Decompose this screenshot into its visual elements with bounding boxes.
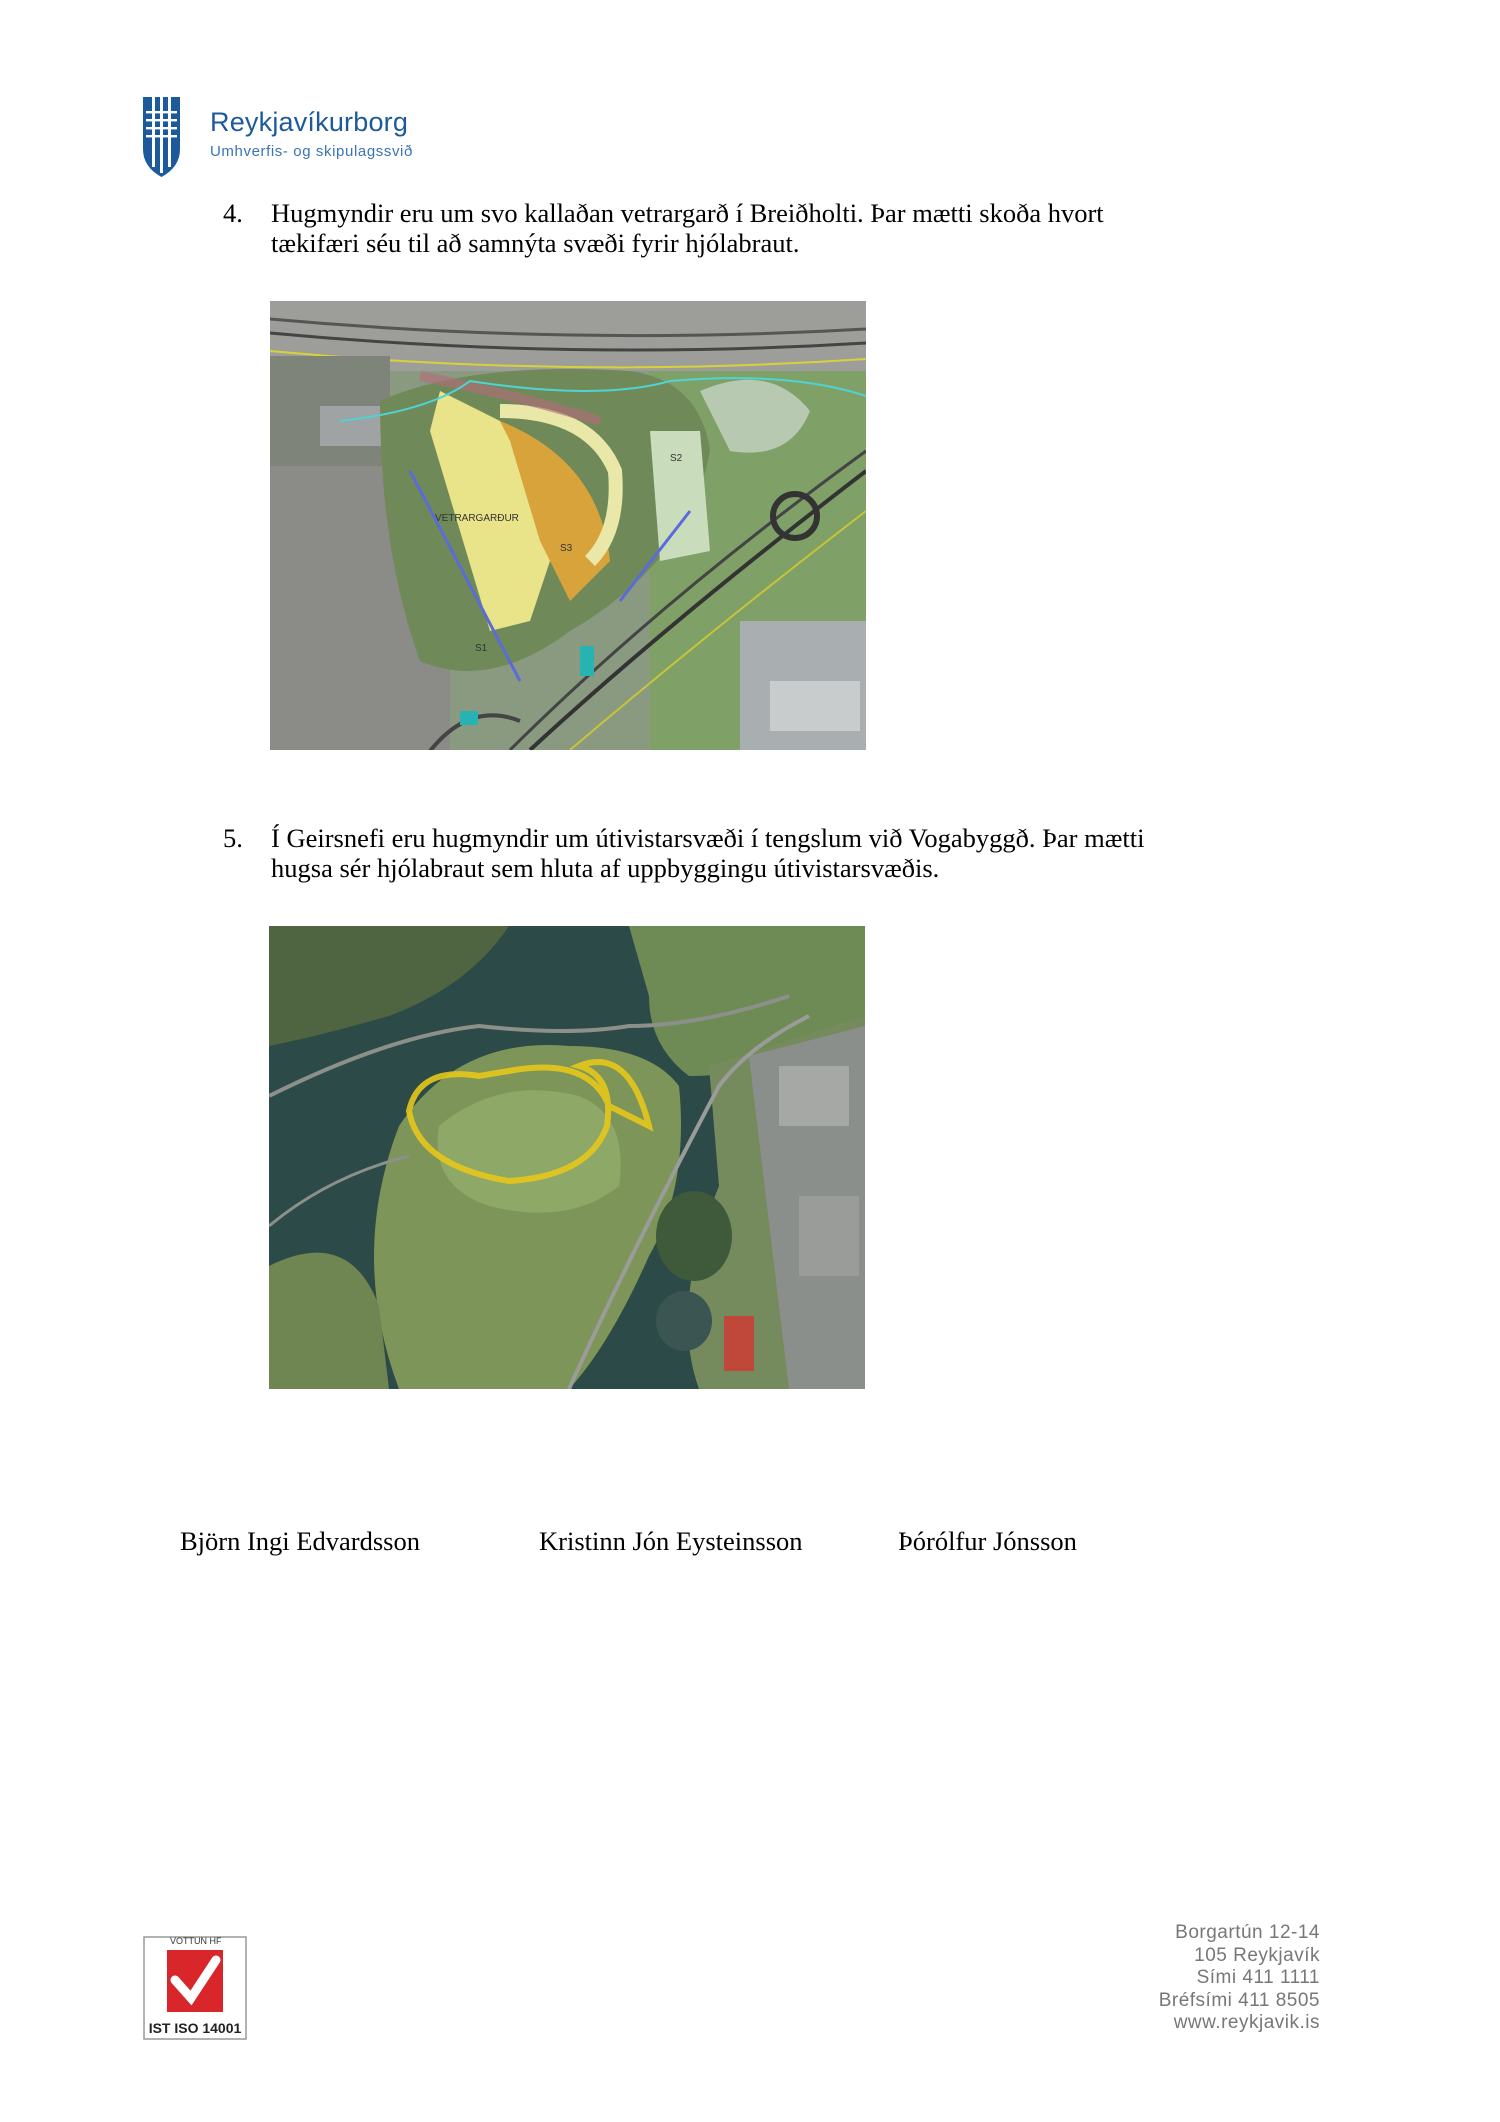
text-line: Í Geirsnefi eru hugmyndir um útivistarsvæði í tengslum við Vogabyggð. Þar mætti [271, 823, 1145, 853]
org-name: Reykjavíkurborg [210, 107, 409, 137]
reykjavik-logo [143, 97, 483, 181]
address-city: 105 Reykjavík [1194, 1944, 1320, 1966]
text-line: hugsa sér hjólabraut sem hluta af uppbyggingu útivistarsvæðis. [271, 853, 940, 883]
cert-issuer: VOTTUN HF [170, 1936, 222, 1946]
contact-address [1159, 1922, 1320, 2035]
winter-garden-plan-image [270, 301, 866, 750]
address-fax: Bréfsími 411 8505 [1158, 1989, 1320, 2011]
org-subtitle: Umhverfis- og skipulagssvið [210, 143, 413, 160]
signatory-2: Kristinn Jón Eysteinsson [539, 1526, 803, 1556]
plan-label-s2: S2 [670, 453, 683, 464]
plan-label-s1: S1 [475, 643, 488, 654]
list-number: 5. [223, 823, 243, 853]
cert-standard: IST ISO 14001 [148, 2020, 242, 2036]
list-text [271, 198, 1371, 258]
signatory-3: Þórólfur Jónsson [898, 1526, 1077, 1556]
text-line: tækifæri séu til að samnýta svæði fyrir hjólabraut. [271, 228, 800, 258]
signatory-1: Björn Ingi Edvardsson [180, 1526, 420, 1556]
text-line: Hugmyndir eru um svo kallaðan vetrargarð í Breiðholti. Þar mætti skoða hvort [271, 198, 1104, 228]
list-text [271, 823, 1371, 883]
address-phone: Sími 411 1111 [1196, 1967, 1320, 1988]
iso-certification-logo [143, 1936, 247, 2040]
plan-label-s3: S3 [560, 543, 573, 554]
plan-label-main: VETRARGARÐUR [435, 513, 519, 524]
geirsnef-aerial-image [269, 926, 865, 1389]
address-website: www.reykjavik.is [1173, 2012, 1320, 2033]
address-street: Borgartún 12-14 [1175, 1922, 1320, 1943]
list-number: 4. [223, 198, 243, 228]
coat-of-arms-icon [143, 97, 180, 177]
